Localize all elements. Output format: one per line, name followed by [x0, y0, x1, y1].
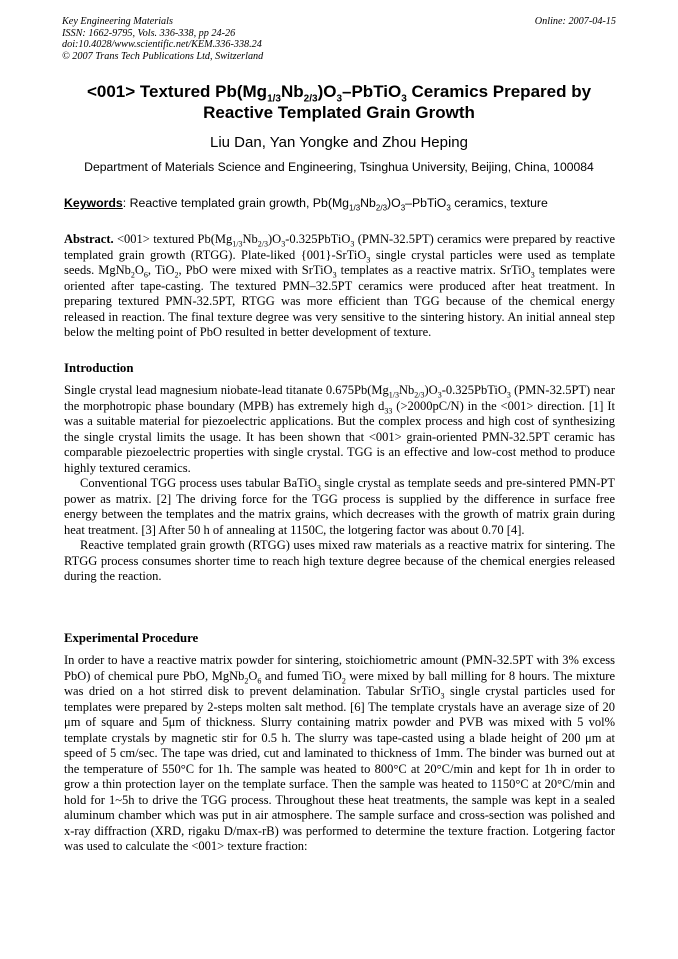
intro-paragraph-2: Conventional TGG process uses tabular BaTiO$_3$ single crystal as template seeds and pre-sintered PMN-PT power as matrix. [2] The driving force for the TGG process is supplied by the difference in surface free energy between the templates and the matrix grains, which decreases with the growth of matrix grain during heat treatment. [3] After 50 h of annealing at 1150C, the lotgering factor was about 0.70 [4]. [64, 476, 615, 537]
intro-paragraph-3: Reactive templated grain growth (RTGG) uses mixed raw materials as a reactive matrix for sintering. The RTGG process consumes shorter time to reach high texture degree because of the chemical energies released during the reaction. [64, 538, 615, 583]
paper-title: <001> Textured $Pb(Mg_{1/3}Nb_{2/3})O_3-PbTiO_3$ Ceramics Prepared by Reactive Templated Grain Growth [86, 82, 592, 122]
introduction-body [64, 383, 615, 585]
doi-line: doi:10.4028/www.scientific.net/KEM.336-338.24 [62, 39, 262, 50]
online-date: Online: 2007-04-15 [534, 16, 616, 27]
introduction-heading: Introduction [64, 361, 134, 375]
abstract: Abstract. <001> textured $Pb(Mg_{1/3}Nb_{2/3})O_3-0.325PbTiO_3$ (PMN-32.5PT) ceramics were prepared by reactive templated grain growth (RTGG). Plate-liked {001}-SrTiO$_3$ single crystal particles were used as template seeds. $MgNb_2O_6$, TiO$_2$, PbO were mixed with SrTiO$_3$ templates as a reactive matrix. SrTiO$_3$ templates were oriented after tape-casting. The textured PMN–32.5PT ceramics were produced after heat treatment. In preparing textured PMN-32.5PT, RTGG was more efficient than TGG because of the chemical energy released in reaction. The final texture degree was very sensitive to the sintering history. An initial anneal step below the melting point of PbO resulted in better development of texture. [64, 232, 615, 339]
experimental-body [64, 653, 615, 855]
authors: Liu Dan, Yan Yongke and Zhou Heping [210, 134, 468, 151]
experimental-paragraph: In order to have a reactive matrix powder for sintering, stoichiometric amount (PMN-32.5PT with 3% excess PbO) of chemical pure PbO, $MgNb_2O_6$ and fumed TiO$_2$ were mixed by ball milling for 8 hours. The mixture was dried on a hot stirred disk to prevent delamination. Tabular SrTiO$_3$ single crystal particles used for templates were prepared by 2-steps molten salt method. [6] The template crystals have an average size of 20 μm of square and 5μm of thickness. Slurry containing matrix powder and PVB was mixed with 5 vol% template crystals by magnetic stir for 0.5 h. The slurry was tape-casted using a blade height of 200 μm at speed of 5 cm/sec. The tape was dried, cut and laminated to thickness of 1mm. The binder was burned out at the temperature of 550°C for 1h. The sample was heated to 800°C at 20°C/min and kept for 1h in order to grow a thin protection layer on the template surface. Then the sample was heated to 1150°C at 20°C/min and hold for 1~5h to drive the TGG process. Throughout these heat treatments, the sample was kept in a sealed aluminum chamber which was put in air atmosphere. The sample surface and cross-section was polished and x-ray diffraction (XRD, rigaku D/max-rB) was performed to determine the texture fraction. Lotgering factor was used to calculate the <001> texture fraction: [64, 653, 616, 853]
affiliation: Department of Materials Science and Engineering, Tsinghua University, Beijing, China, 100084 [84, 160, 594, 174]
keywords-label: Keywords [64, 196, 123, 210]
intro-paragraph-1: Single crystal lead magnesium niobate-lead titanate $0.675Pb(Mg_{1/3}Nb_{2/3})O_3-0.325PbTiO_3$ (PMN-32.5PT) near the morphotropic phase boundary (MPB) has extremely high $d_{33}$ (>2000pC/N) in the <001> direction. [1] It was a suitable material for piezoelectric applications. But the complex process and high cost of synthesizing the single crystal limits the usage. It has been shown that <001> grain-oriented PMN-32.5PT ceramic has comparable piezoelectric properties with single crystal. TGG is an effective and low-cost method to produce highly textured ceramics. [64, 383, 615, 475]
keywords: Keywords: Reactive templated grain growth, $Pb(Mg_{1/3}Nb_{2/3})O_3-PbTiO_3$ ceramics, texture [64, 196, 548, 213]
journal-header [62, 16, 616, 62]
copyright-line: © 2007 Trans Tech Publications Ltd, Switzerland [62, 50, 264, 62]
abstract-label: Abstract. [64, 232, 114, 246]
experimental-heading: Experimental Procedure [64, 631, 199, 645]
issn-line: ISSN: 1662-9795, Vols. 336-338, pp 24-26 [62, 27, 236, 39]
journal-name: Key Engineering Materials [62, 16, 173, 27]
